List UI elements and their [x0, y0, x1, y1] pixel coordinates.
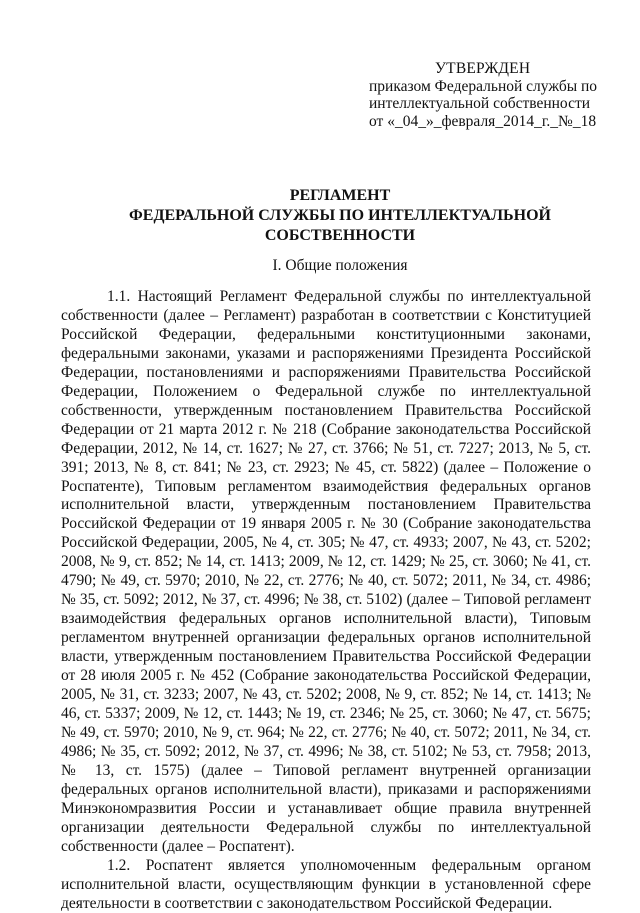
title-line-1: РЕГЛАМЕНТ [289, 187, 391, 204]
approval-stamp [369, 60, 619, 130]
approval-line-order: приказом Федеральной службы по [369, 77, 598, 95]
section-title: I. Общие положения [272, 257, 408, 274]
title-line-2: ФЕДЕРАЛЬНОЙ СЛУЖБЫ ПО ИНТЕЛЛЕКТУАЛЬНОЙ [129, 207, 551, 224]
paragraph-1-1: 1.1. Настоящий Регламент Федеральной службы по интеллектуальной собственности (далее – Регламент) разработан в соответствии с Конституцией Российской Федерации, федеральными конституционными законами, федеральными законами, указами и распоряжениями Президента Российской Федерации, постановлениями и распоряжениями Правительства Российской Федерации, Положением о Федеральной службе по интеллектуальной собственности, утвержденным постановлением Правительства Российской Федерации от 21 марта 2012 г. № 218 (Собрание законодательства Российской Федерации, 2012, № 14, ст. 1627; № 27, ст. 3766; № 51, ст. 7227; 2013, № 5, ст. 391; 2013, № 8, ст. 841; № 23, ст. 2923; № 45, ст. 5822) (далее – Положение о Роспатенте), Типовым регламентом взаимодействия федеральных органов исполнительной власти, утвержденным постановлением Правительства Российской Федерации от 19 января 2005 г. № 30 (Собрание законодательства Российской Федерации, 2005, № 4, ст. 305; № 47, ст. 4933; 2007, № 43, ст. 5202; 2008, № 9, ст. 852; № 14, ст. 1413; 2009, № 12, ст. 1429; № 25, ст. 3060; № 41, ст. 4790; № 49, ст. 5970; 2010, № 22, ст. 2776; № 40, ст. 5072; 2011, № 34, ст. 4986; № 35, ст. 5092; 2012, № 37, ст. 4996; № 38, ст. 5102) (далее – Типовой регламент взаимодействия федеральных органов исполнительной власти), Типовым регламентом внутренней организации федеральных органов исполнительной власти, утвержденным постановлением Правительства Российской Федерации от 28 июля 2005 г. № 452 (Собрание законодательства Российской Федерации, 2005, № 31, ст. 3233; 2007, № 43, ст. 5202; 2008, № 9, ст. 852; № 14, ст. 1413; № 46, ст. 5337; 2009, № 12, ст. 1443; № 19, ст. 2346; № 25, ст. 3060; № 47, ст. 5675; № 49, ст. 5970; 2010, № 9, ст. 964; № 22, ст. 2776; № 40, ст. 5072; 2011, № 34, ст. 4986; № 35, ст. 5092; 2012, № 37, ст. 4996; № 38, ст. 5102; № 53, ст. 7958; 2013, № 13, ст. 1575) (далее – Типовой регламент внутренней организации федеральных органов исполнительной власти), приказами и распоряжениями Минэкономразвития России и устанавливает общие правила внутренней организации деятельности Федеральной службы по интеллектуальной собственности (далее – Роспатент). [61, 288, 591, 855]
document-title [90, 186, 590, 246]
approval-line-agency: интеллектуальной собственности [369, 95, 591, 112]
approval-heading: УТВЕРЖДЕН [435, 60, 531, 77]
body-text [61, 288, 591, 913]
approval-line-date-number: от «_04_»_февраля_2014_г._№_18 [369, 112, 597, 130]
title-line-3: СОБСТВЕННОСТИ [264, 227, 416, 244]
paragraph-1-2: 1.2. Роспатент является уполномоченным федеральным органом исполнительной власти, осуществляющим функции в установленной сфере деятельности в соответствии с законодательством Российской Федерации. [61, 856, 591, 912]
